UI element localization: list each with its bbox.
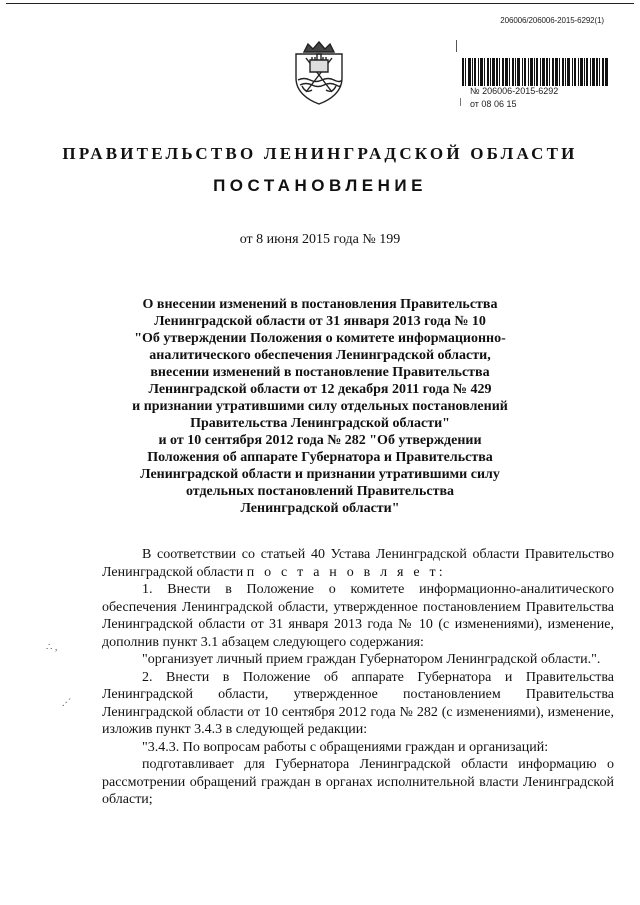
subject-line: отдельных постановлений Правительства (185, 484, 455, 499)
document-date-number: от 8 июня 2015 года № 199 (239, 232, 401, 247)
paragraph-1: 1. Внести в Положение о комитете информационно-аналитического обеспечения Ленинградской области, утвержденное постановлением Правительства Ленинградской области от 31 января 2013 года № 10 (с изменениями), изменение, дополнив пункт 3.1 абзацем следующего содержания: (102, 582, 614, 650)
subject-line: внесении изменений в постановление Правительства (150, 365, 490, 380)
subject-line: Ленинградской области от 12 декабря 2011 года № 429 (148, 382, 492, 397)
registration-number: № 206006-2015-6292 (470, 86, 559, 96)
paragraph-2-quote: "3.4.3. По вопросам работы с обращениями граждан и организаций: (142, 739, 549, 755)
intro-text: В соответствии со статьей 40 Устава Ленинградской области Правительство Ленинградской области (102, 547, 614, 580)
subject-line: и от 10 сентября 2012 года № 282 "Об утверждении (158, 433, 482, 448)
page-top-border (6, 3, 634, 4)
paragraph-2: 2. Внести в Положение об аппарате Губернатора и Правительства Ленинградской области, утвержденное постановлением Правительства Ленинградской области от 10 сентября 2012 года № 282 (с изменениями), изменение, изложив пункт 3.4.3 в следующей редакции: (102, 669, 614, 737)
subject-line: О внесении изменений в постановления Правительства (142, 297, 498, 312)
margin-mark: ∴ , (46, 642, 58, 653)
paragraph-1-quote: "организует личный прием граждан Губернатором Ленинградской области.". (142, 652, 601, 667)
subject-line: "Об утверждении Положения о комитете информационно- (134, 331, 506, 346)
decree-word: п о с т а н о в л я е т: (246, 564, 446, 580)
subject-line: Правительства Ленинградской области" (190, 416, 450, 431)
subject-line: аналитического обеспечения Ленинградской области, (149, 348, 491, 363)
subject-line: и признании утратившими силу отдельных постановлений (132, 399, 508, 414)
document-body (102, 546, 614, 809)
document-subject (110, 296, 530, 517)
coat-of-arms-emblem (288, 40, 350, 106)
subject-line: Положения об аппарате Губернатора и Правительства (147, 450, 493, 465)
document-reference: 206006/206006-2015-6292(1) (500, 16, 604, 25)
government-title: ПРАВИТЕЛЬСТВО ЛЕНИНГРАДСКОЙ ОБЛАСТИ (62, 144, 578, 163)
document-type: ПОСТАНОВЛЕНИЕ (213, 176, 427, 195)
barcode (462, 58, 608, 86)
paragraph-2-sub: подготавливает для Губернатора Ленинградской области информацию о рассмотрении обращений граждан в органах исполнительной власти Ленинградской области; (102, 757, 614, 807)
subject-line: Ленинградской области и признании утратившими силу (140, 467, 500, 482)
intro-paragraph (102, 546, 614, 581)
subject-line: Ленинградской области" (240, 501, 400, 516)
margin-mark (460, 98, 461, 106)
margin-mark: .·´ (62, 698, 72, 709)
subject-line: Ленинградской области от 31 января 2013 года № 10 (154, 314, 486, 329)
registration-date: от 08 06 15 (470, 99, 517, 109)
margin-mark (456, 40, 457, 52)
